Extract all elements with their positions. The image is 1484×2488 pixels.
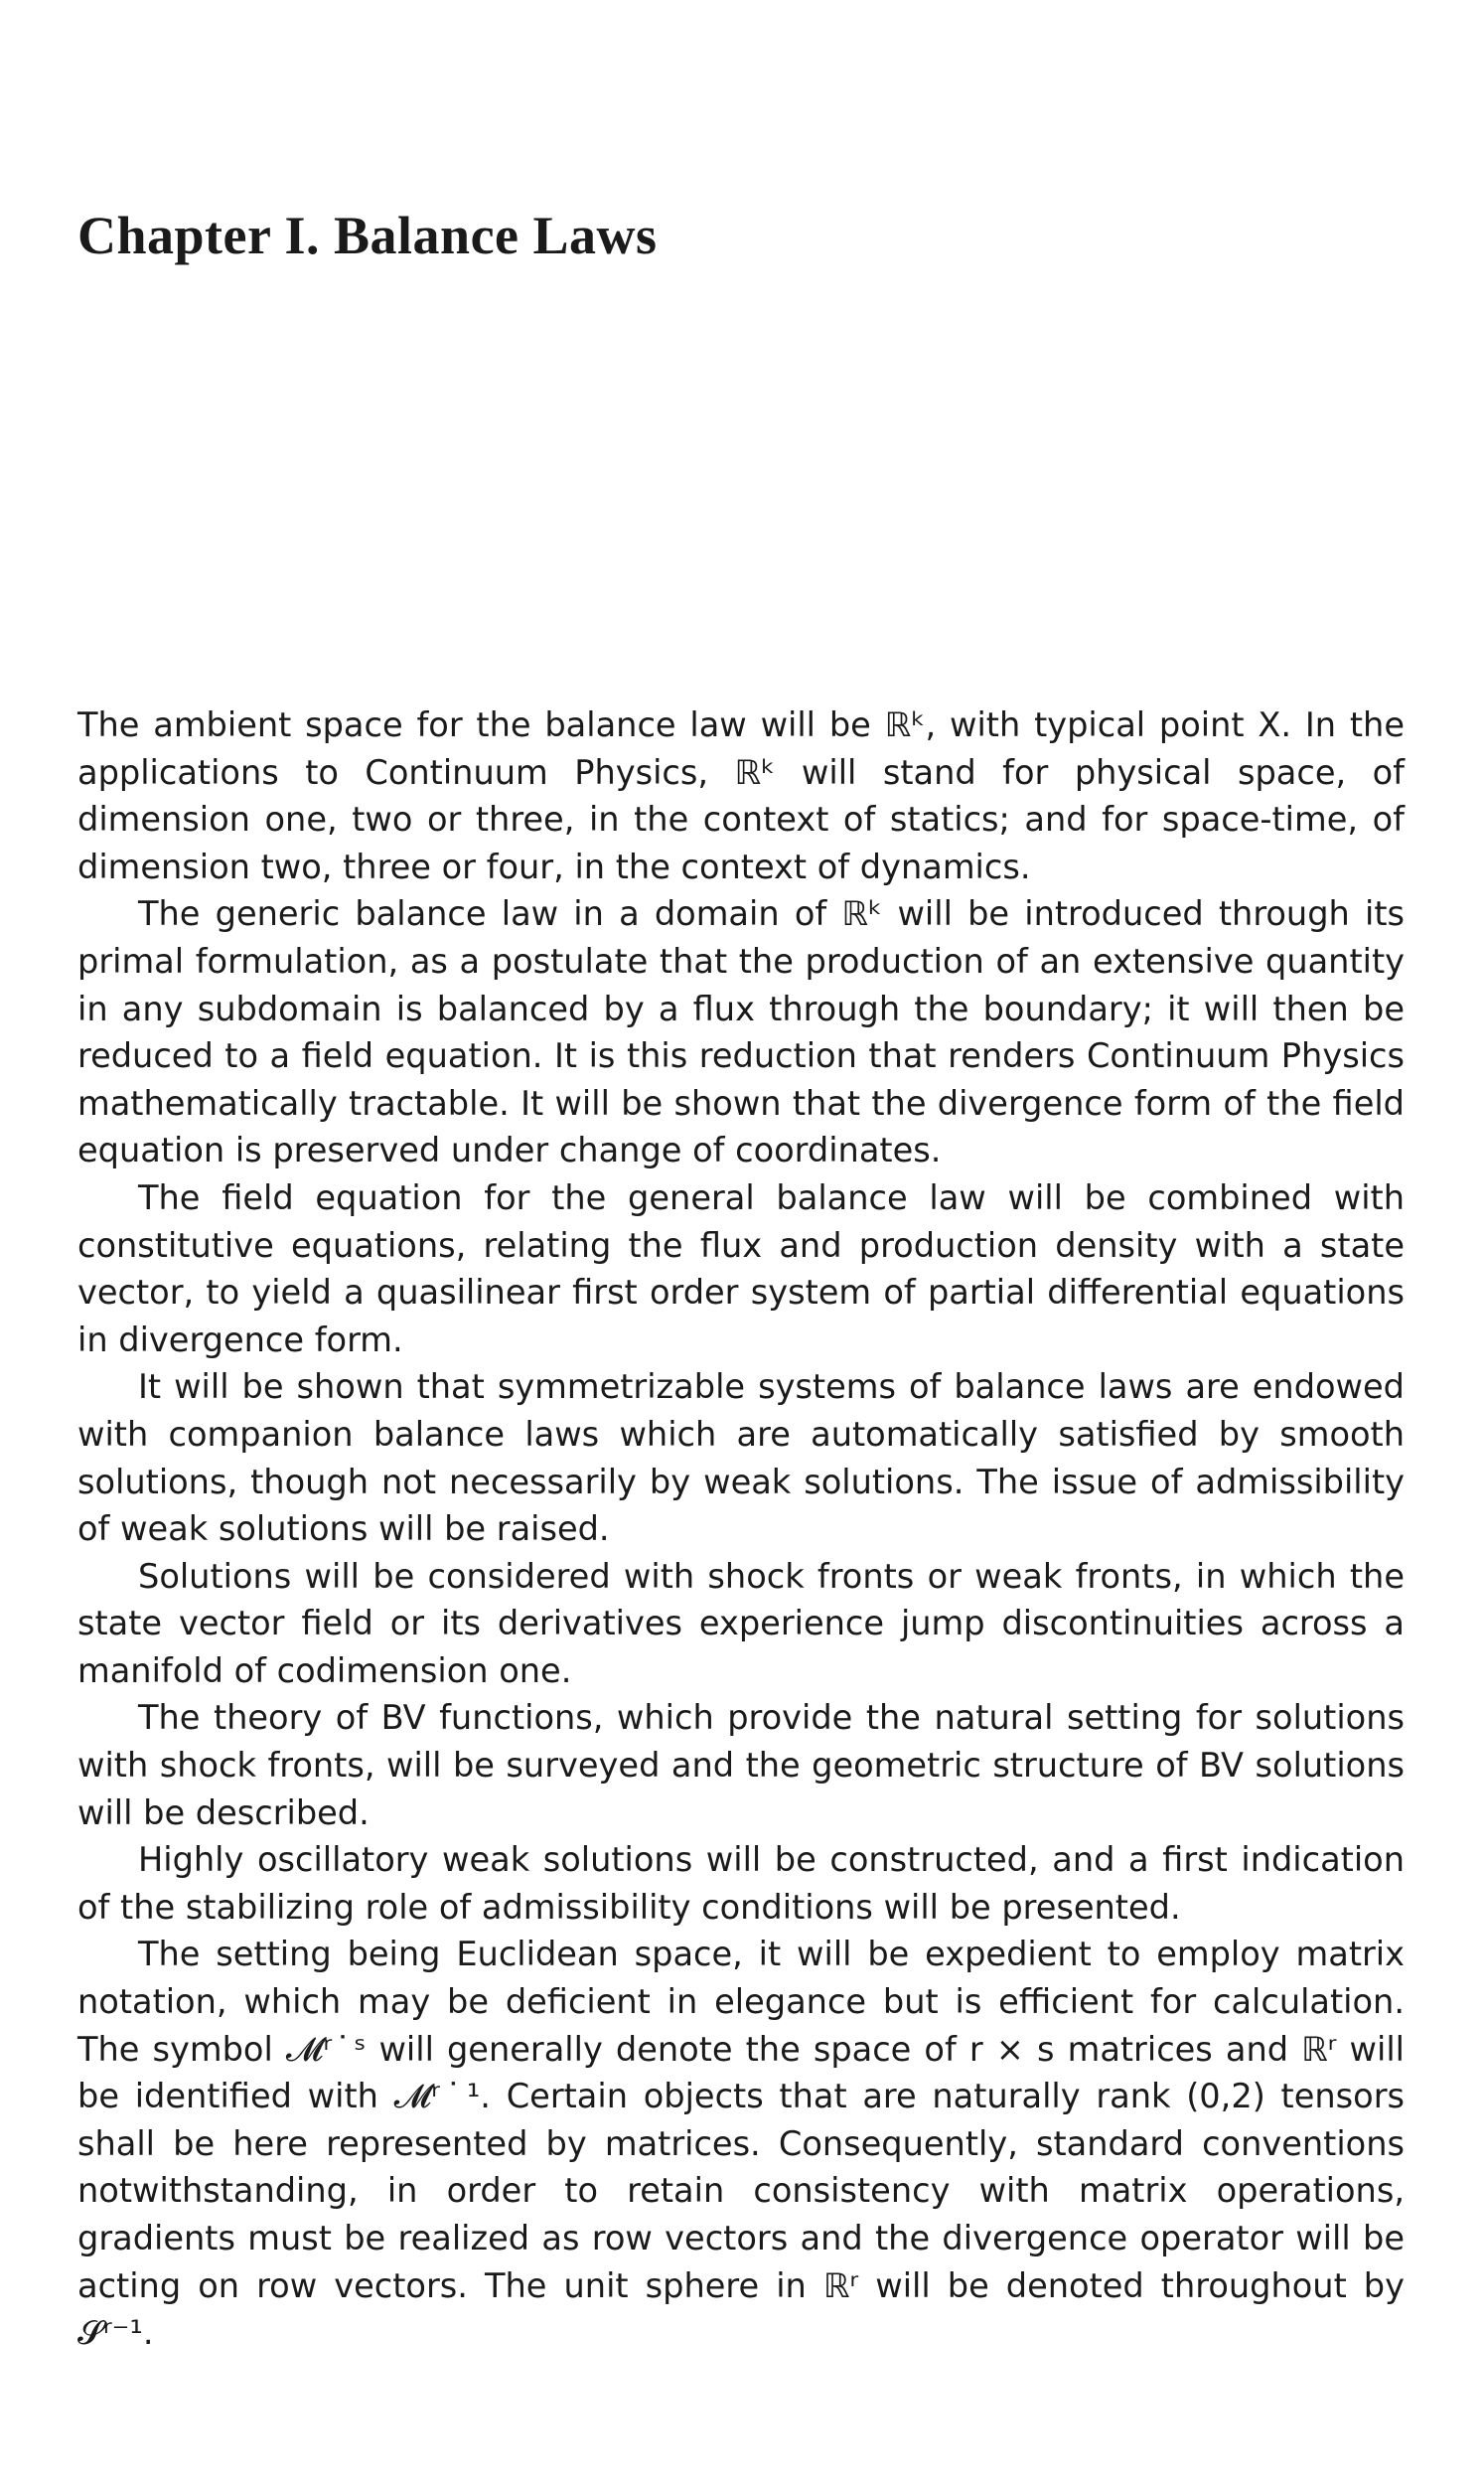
paragraph-ambient-space: The ambient space for the balance law will be ℝᵏ, with typical point X. In the applications to Continuum Physics, ℝᵏ will stand for physical space, of dimension one, two or three, in the context of statics; and for space-time, of dimension two, three or four, in the context of dynamics. (77, 705, 1405, 886)
paragraph-generic-balance-law: The generic balance law in a domain of ℝᵏ will be introduced through its primal formulation, as a postulate that the production of an extensive quantity in any subdomain is balanced by a flux through the boundary; it will then be reduced to a field equation. It is this reduction that renders Continuum Physics mathematically tractable. It will be shown that the divergence form of the field equation is preserved under change of coordinates. (77, 894, 1405, 1170)
paragraph-bv-functions: The theory of BV functions, which provide the natural setting for solutions with shock fronts, will be surveyed and the geometric structure of BV solutions will be described. (77, 1698, 1405, 1832)
chapter-introduction (77, 701, 1405, 2357)
paragraph-matrix-notation: The setting being Euclidean space, it will be expedient to employ matrix notation, which may be deficient in elegance but is efficient for calculation. The symbol 𝓜ʳ˙ˢ will generally denote the space of r × s matrices and ℝʳ will be identified with 𝓜ʳ˙¹. Certain objects that are naturally rank (0,2) tensors shall be here represented by matrices. Consequently, standard conventions notwithstanding, in order to retain consistency with matrix operations, gradients must be realized as row vectors and the divergence operator will be acting on row vectors. The unit sphere in ℝʳ will be denoted throughout by 𝓢ʳ⁻¹. (77, 1935, 1405, 2353)
paragraph-symmetrizable-systems: It will be shown that symmetrizable systems of balance laws are endowed with companion balance laws which are automatically satisfied by smooth solutions, though not necessarily by weak solutions. The issue of admissibility of weak solutions will be raised. (77, 1367, 1405, 1549)
paragraph-oscillatory-solutions: Highly oscillatory weak solutions will be constructed, and a first indication of the stabilizing role of admissibility conditions will be presented. (77, 1840, 1405, 1927)
paragraph-shock-fronts: Solutions will be considered with shock fronts or weak fronts, in which the state vector field or its derivatives experience jump discontinuities across a manifold of codimension one. (77, 1556, 1405, 1690)
paragraph-field-equation: The field equation for the general balance law will be combined with constitutive equations, relating the flux and production density with a state vector, to yield a quasilinear first order system of partial differential equations in divergence form. (77, 1177, 1405, 1359)
chapter-title: Chapter I. Balance Laws (77, 206, 658, 265)
